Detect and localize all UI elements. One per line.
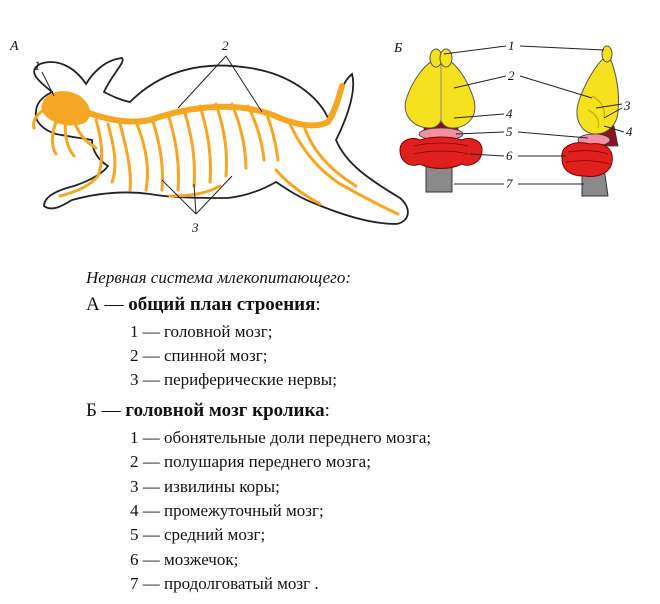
rabbit-brain-diagram	[393, 38, 633, 196]
panel-b-letter: Б	[394, 41, 403, 56]
figure-caption: Нервная система млекопитающего:	[86, 268, 351, 287]
brain-label-4-left: 4	[506, 106, 513, 121]
section-a-heading	[86, 294, 321, 316]
section-a-item: 1 — головной мозг;	[130, 322, 273, 341]
section-b-item: 5 — средний мозг;	[130, 525, 266, 544]
section-a-prefix: А —	[86, 294, 129, 315]
brain-label-3: 3	[624, 98, 631, 113]
brain-label-4-right: 4	[626, 124, 633, 139]
section-b-prefix: Б —	[86, 400, 126, 421]
rabbit-label-2: 2	[222, 38, 229, 53]
panel-a-letter: А	[10, 39, 19, 54]
section-b-item: 1 — обонятельные доли переднего мозга;	[130, 428, 432, 447]
rabbit-label-1: 1	[34, 58, 41, 73]
rabbit-outline	[34, 58, 408, 224]
section-b-title: головной мозг кролика	[125, 400, 325, 421]
rabbit-diagram	[9, 38, 408, 235]
section-a-title: общий план строения	[128, 294, 316, 315]
section-b-heading	[86, 400, 330, 422]
brain-dorsal-view	[400, 49, 482, 192]
section-b-suffix: :	[324, 400, 330, 421]
section-b-item: 3 — извилины коры;	[130, 477, 280, 496]
section-a-suffix: :	[315, 294, 321, 315]
brain-label-5: 5	[506, 124, 513, 139]
rabbit-label-3: 3	[192, 220, 199, 235]
section-b-item: 4 — промежуточный мозг;	[130, 501, 324, 520]
section-b-item: 6 — мозжечок;	[130, 550, 239, 569]
section-b-item: 2 — полушария переднего мозга;	[130, 452, 371, 471]
nervous-system-figure	[0, 0, 660, 260]
brain-label-7: 7	[506, 176, 513, 191]
brain-label-6: 6	[506, 148, 513, 163]
section-a-item: 2 — спинной мозг;	[130, 346, 268, 365]
section-b-item: 7 — продолговатый мозг .	[130, 574, 319, 593]
brain-label-1: 1	[508, 38, 515, 53]
section-a-item: 3 — периферические нервы;	[130, 370, 337, 389]
brain-label-2: 2	[508, 68, 515, 83]
brain-lateral-view	[562, 46, 619, 196]
